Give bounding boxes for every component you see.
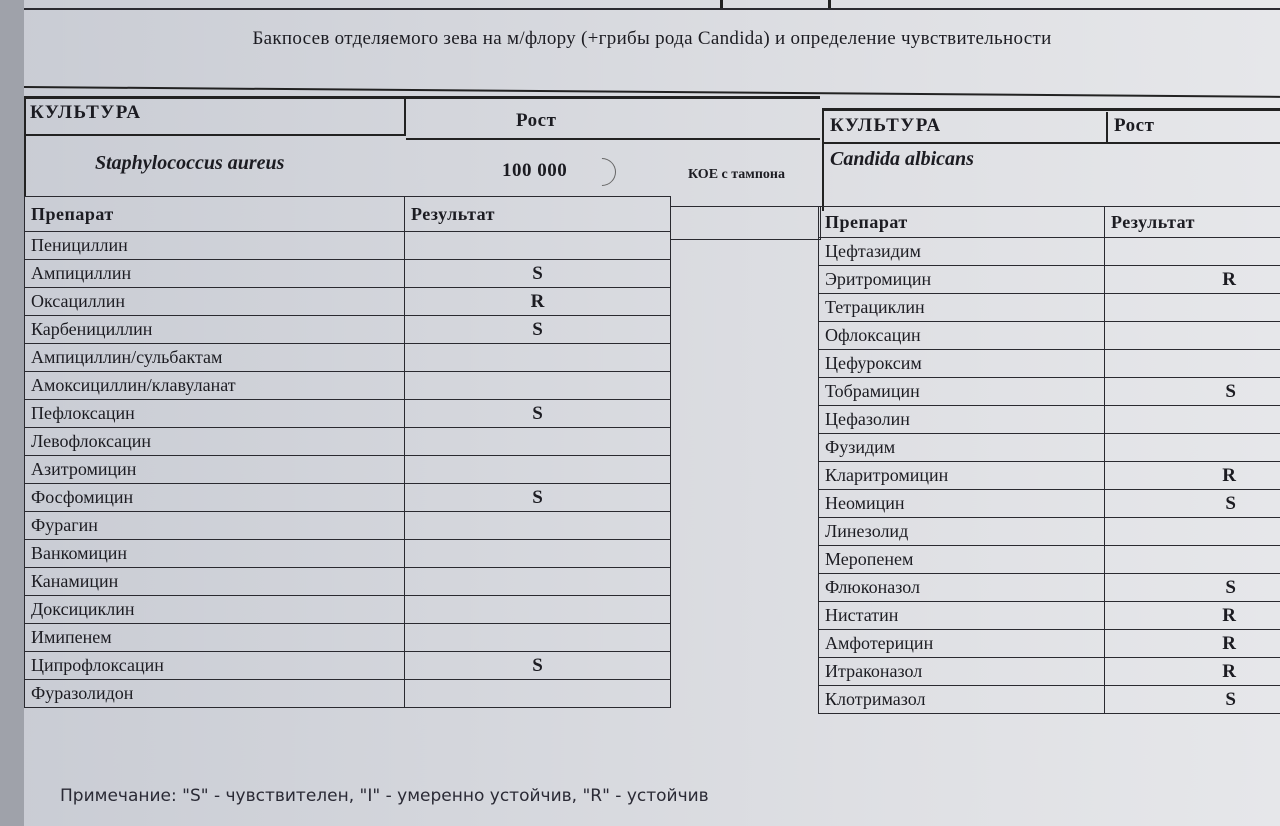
susceptibility-result	[1105, 518, 1280, 546]
susceptibility-result: R	[1105, 658, 1280, 686]
drug-name: Клотримазол	[819, 686, 1105, 714]
table-row	[819, 574, 1280, 602]
susceptibility-result: S	[1105, 378, 1280, 406]
table-row	[819, 378, 1280, 406]
drug-name: Канамицин	[25, 568, 405, 596]
drug-name: Фуразолидон	[25, 680, 405, 708]
susceptibility-result	[1105, 350, 1280, 378]
table-row	[25, 596, 671, 624]
susceptibility-result	[405, 680, 671, 708]
table-row	[25, 344, 671, 372]
left-organism: Staphylococcus aureus	[95, 152, 285, 174]
susceptibility-result: R	[405, 288, 671, 316]
table-row	[819, 294, 1280, 322]
table-row	[819, 658, 1280, 686]
susceptibility-result	[405, 344, 671, 372]
table-row	[819, 434, 1280, 462]
table-row	[819, 490, 1280, 518]
susceptibility-result	[1105, 294, 1280, 322]
susceptibility-result: S	[1105, 686, 1280, 714]
table-row	[25, 288, 671, 316]
table-row	[819, 266, 1280, 294]
drug-name: Линезолид	[819, 518, 1105, 546]
drug-name: Имипенем	[25, 624, 405, 652]
susceptibility-result	[405, 372, 671, 400]
left-culture-header-cell	[24, 98, 406, 136]
drug-name: Кларитромицин	[819, 462, 1105, 490]
drug-column-header: Препарат	[25, 197, 405, 232]
table-row	[819, 518, 1280, 546]
result-column-header: Результат	[405, 197, 671, 232]
drug-name: Ампициллин	[25, 260, 405, 288]
left-growth-header: Рост	[516, 110, 557, 131]
footnote: Примечание: "S" - чувствителен, "I" - умеренно устойчив, "R" - устойчив	[60, 786, 709, 806]
drug-name: Эритромицин	[819, 266, 1105, 294]
drug-name: Неомицин	[819, 490, 1105, 518]
susceptibility-result	[405, 456, 671, 484]
drug-name: Левофлоксацин	[25, 428, 405, 456]
right-culture-header-cell	[824, 112, 1108, 144]
table-row	[819, 602, 1280, 630]
susceptibility-result	[1105, 238, 1280, 266]
table-row	[819, 406, 1280, 434]
drug-name: Фурагин	[25, 512, 405, 540]
susceptibility-result: S	[1105, 574, 1280, 602]
right-growth-header: Рост	[1114, 115, 1155, 136]
susceptibility-result	[1105, 434, 1280, 462]
table-row	[819, 462, 1280, 490]
table-row	[25, 652, 671, 680]
table-row	[819, 686, 1280, 714]
drug-name: Пефлоксацин	[25, 400, 405, 428]
table-row	[25, 428, 671, 456]
result-column-header: Результат	[1105, 207, 1280, 238]
table-row	[819, 350, 1280, 378]
drug-column-header: Препарат	[819, 207, 1105, 238]
susceptibility-result: S	[405, 484, 671, 512]
drug-name: Нистатин	[819, 602, 1105, 630]
table-row	[25, 456, 671, 484]
table-row	[25, 316, 671, 344]
drug-name: Амоксициллин/клавуланат	[25, 372, 405, 400]
table-row	[25, 260, 671, 288]
susceptibility-result: R	[1105, 266, 1280, 294]
drug-name: Оксациллин	[25, 288, 405, 316]
susceptibility-result	[1105, 546, 1280, 574]
susceptibility-result	[1105, 322, 1280, 350]
susceptibility-result: R	[1105, 630, 1280, 658]
left-block-edge	[24, 96, 26, 196]
drug-name: Тобрамицин	[819, 378, 1105, 406]
page-title: Бакпосев отделяемого зева на м/флору (+грибы рода Candida) и определение чувствительности	[252, 28, 1052, 49]
table-row	[25, 372, 671, 400]
susceptibility-result: R	[1105, 462, 1280, 490]
top-table-remnant	[0, 0, 1280, 10]
right-susceptibility-table	[818, 206, 1280, 714]
drug-name: Цефазолин	[819, 406, 1105, 434]
table-row	[25, 624, 671, 652]
drug-name: Фузидим	[819, 434, 1105, 462]
table-header-row	[25, 197, 671, 232]
susceptibility-result	[405, 512, 671, 540]
drug-name: Тетрациклин	[819, 294, 1105, 322]
drug-name: Цефуроксим	[819, 350, 1105, 378]
susceptibility-result	[1105, 406, 1280, 434]
drug-name: Цефтазидим	[819, 238, 1105, 266]
susceptibility-result	[405, 540, 671, 568]
right-culture-header: КУЛЬТУРА	[830, 115, 942, 136]
table-row	[819, 322, 1280, 350]
drug-name: Амфотерицин	[819, 630, 1105, 658]
drug-name: Ванкомицин	[25, 540, 405, 568]
drug-name: Флюконазол	[819, 574, 1105, 602]
left-growth-header-cell	[406, 100, 820, 140]
susceptibility-result	[405, 568, 671, 596]
susceptibility-result	[405, 232, 671, 260]
susceptibility-result: S	[405, 652, 671, 680]
table-row	[25, 400, 671, 428]
drug-name: Карбенициллин	[25, 316, 405, 344]
drug-name: Пенициллин	[25, 232, 405, 260]
right-growth-header-cell	[1108, 112, 1280, 144]
left-unit: КОЕ с тампона	[688, 167, 785, 182]
susceptibility-result: S	[405, 316, 671, 344]
table-header-row	[819, 207, 1280, 238]
susceptibility-result	[405, 596, 671, 624]
table-row	[25, 568, 671, 596]
drug-name: Азитромицин	[25, 456, 405, 484]
table-row	[25, 680, 671, 708]
drug-name: Меропенем	[819, 546, 1105, 574]
page-shadow-edge	[0, 0, 24, 826]
susceptibility-result: S	[405, 400, 671, 428]
drug-name: Итраконазол	[819, 658, 1105, 686]
left-susceptibility-table	[24, 196, 671, 708]
right-organism: Candida albicans	[830, 148, 974, 170]
table-row	[25, 512, 671, 540]
table-row	[819, 630, 1280, 658]
table-row	[819, 238, 1280, 266]
table-row	[25, 540, 671, 568]
table-row	[819, 546, 1280, 574]
susceptibility-result: S	[1105, 490, 1280, 518]
drug-name: Ципрофлоксацин	[25, 652, 405, 680]
left-culture-header: КУЛЬТУРА	[30, 102, 142, 123]
table-row	[25, 232, 671, 260]
table-row	[25, 484, 671, 512]
susceptibility-result: S	[405, 260, 671, 288]
drug-name: Ампициллин/сульбактам	[25, 344, 405, 372]
susceptibility-result	[405, 624, 671, 652]
drug-name: Доксициклин	[25, 596, 405, 624]
left-count: 100 000	[502, 160, 568, 181]
drug-name: Офлоксацин	[819, 322, 1105, 350]
susceptibility-result	[405, 428, 671, 456]
drug-name: Фосфомицин	[25, 484, 405, 512]
susceptibility-result: R	[1105, 602, 1280, 630]
gap-header-cell	[670, 206, 821, 240]
